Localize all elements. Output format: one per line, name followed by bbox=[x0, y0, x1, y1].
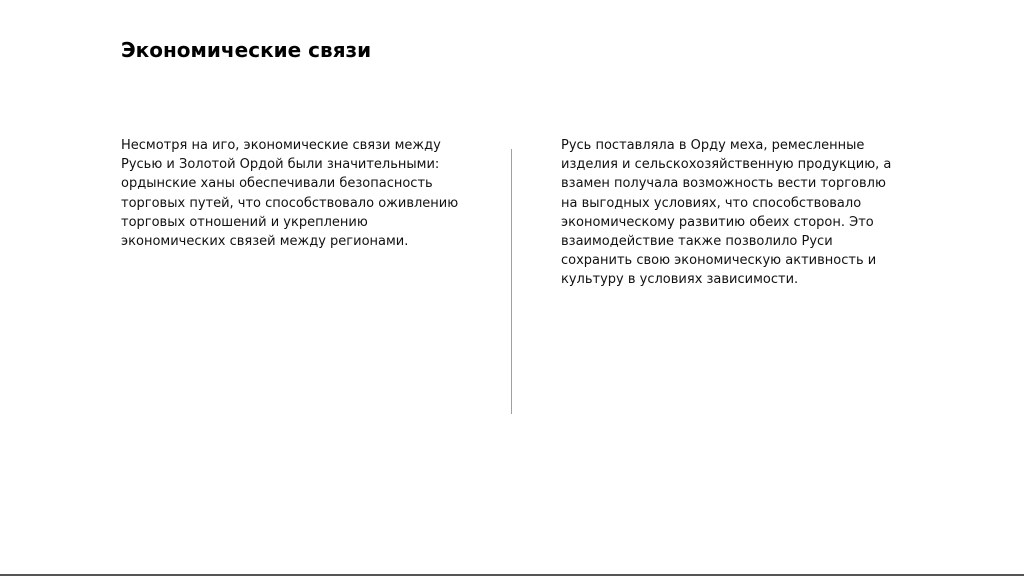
right-text-line: экономическому развитию обеих сторон. Это bbox=[561, 214, 874, 230]
right-text-line: Русь поставляла в Орду меха, ремесленные bbox=[561, 138, 865, 153]
column-divider bbox=[511, 149, 512, 414]
right-text-line: взаимодействие также позволило Руси bbox=[561, 234, 833, 250]
left-text-line: Русью и Золотой Ордой были значительными: bbox=[121, 157, 440, 173]
right-text-line: сохранить свою экономическую активность и bbox=[561, 253, 877, 269]
left-text-line: ордынские ханы обеспечивали безопасность bbox=[121, 176, 433, 192]
right-text-line: изделия и сельскохозяйственную продукцию, а bbox=[561, 157, 892, 173]
right-text-column bbox=[561, 136, 921, 290]
right-text-line: культуру в условиях зависимости. bbox=[561, 272, 799, 288]
right-text-line: на выгодных условиях, что способствовало bbox=[561, 195, 862, 211]
left-text-line: Несмотря на иго, экономические связи между bbox=[121, 138, 441, 153]
left-text-column bbox=[121, 136, 481, 251]
right-text-line: взамен получала возможность вести торговлю bbox=[561, 176, 886, 192]
left-text-line: торговых отношений и укреплению bbox=[121, 214, 368, 230]
slide-title: Экономические связи bbox=[121, 38, 372, 62]
left-text-line: торговых путей, что способствовало оживлению bbox=[121, 195, 459, 211]
left-text-line: экономических связей между регионами. bbox=[121, 234, 409, 250]
